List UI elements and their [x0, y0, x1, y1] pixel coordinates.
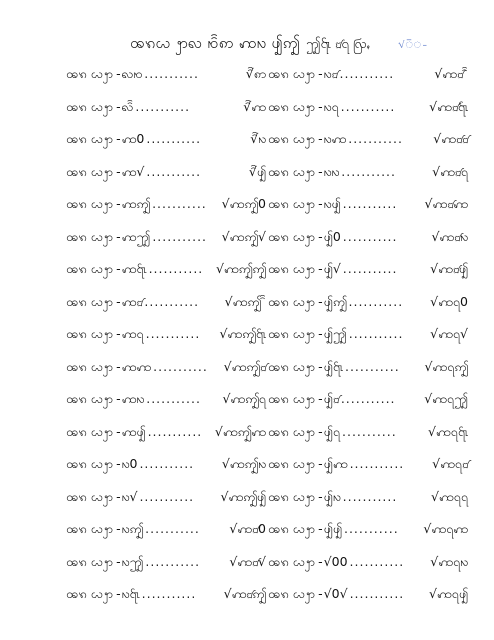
entry-label: ꩪꩫ ꩬꩭ — [268, 131, 316, 146]
entry-label: ꩪꩫ ꩬꩭ — [268, 196, 316, 211]
toc-entry[interactable] — [268, 456, 468, 489]
entry-page: √ꩰꩳ — [250, 131, 266, 146]
entry-dash: - — [116, 456, 121, 471]
entry-page: √ꩲ꩹ꩳ — [430, 553, 468, 569]
entry-dash: - — [318, 98, 323, 114]
document-title: ꩪꩫꩬ ꩭꩮ ꩯꩰꩱ ꩲꩳ ꩴꩵ — [130, 34, 300, 52]
entry-label: ꩪꩫ ꩬꩭ — [268, 228, 316, 244]
toc-entry[interactable] — [66, 99, 266, 132]
entry-dash: - — [318, 131, 323, 146]
toc-entry[interactable] — [66, 424, 266, 457]
entry-dash: - — [318, 456, 323, 471]
entry-page: √ꩲ꩸꩷ — [429, 98, 468, 114]
dot-leader: ........... — [342, 488, 398, 504]
entry-dash: - — [116, 66, 121, 81]
toc-column-right — [268, 66, 468, 619]
dot-leader: ........... — [349, 456, 405, 471]
dot-leader: ........... — [141, 586, 197, 601]
entry-page: √ꩲ꩹ꩴ — [428, 586, 468, 601]
entry-page: √ꩲ꩹ꩶ — [424, 391, 468, 406]
entry-dash: - — [318, 488, 323, 504]
toc-entry[interactable] — [66, 131, 266, 164]
entry-page: √ꩲꩵ꩸ — [223, 358, 266, 374]
entry-page: √ꩲ꩸0 — [229, 521, 266, 536]
page-number: √ꩼꩽ — [398, 37, 428, 52]
entry-number: ꩴ꩹ — [323, 423, 340, 439]
entry-number: ꩳ꩸ — [323, 66, 338, 81]
entry-page: √ꩰꩲ — [243, 98, 266, 114]
entry-number: ꩲꩵ — [121, 196, 151, 211]
toc-entry[interactable] — [66, 294, 266, 327]
entry-dash: - — [116, 163, 121, 179]
entry-dash: - — [116, 326, 121, 341]
dot-leader: ........... — [339, 66, 395, 81]
entry-page: √ꩲ꩹꩸ — [432, 456, 468, 471]
dot-leader: ........... — [340, 98, 396, 114]
toc-entry[interactable] — [66, 391, 266, 424]
entry-label: ꩪꩫ ꩬꩭ — [268, 391, 316, 406]
entry-page: √ꩲ꩸ꩵ — [223, 586, 266, 601]
dot-leader: ........... — [344, 358, 400, 374]
entry-page: √ꩲꩵ꩷ — [219, 326, 266, 341]
entry-label: ꩪꩫ ꩬꩭ — [66, 131, 114, 146]
toc-entry[interactable] — [268, 229, 468, 262]
dot-leader: ........... — [349, 553, 405, 569]
entry-label: ꩪꩫ ꩬꩭ — [66, 488, 114, 504]
entry-number: ꩳꩶ — [121, 553, 144, 569]
entry-label: ꩪꩫ ꩬꩭ — [66, 423, 114, 439]
toc-entry[interactable] — [66, 359, 266, 392]
entry-label: ꩪꩫ ꩬꩭ — [268, 66, 316, 81]
entry-label: ꩪꩫ ꩬꩭ — [268, 261, 316, 276]
toc-entry[interactable] — [66, 66, 266, 99]
entry-label: ꩪꩫ ꩬꩭ — [268, 553, 316, 569]
entry-dash: - — [116, 586, 121, 601]
entry-number: ꩳ꩹ — [323, 98, 339, 114]
toc-entry[interactable] — [66, 196, 266, 229]
entry-page: √ꩲꩵꩴ — [220, 488, 266, 504]
entry-dash: - — [116, 293, 121, 309]
dot-leader: ........... — [348, 293, 404, 309]
toc-entry[interactable] — [268, 521, 468, 554]
entry-label: ꩪꩫ ꩬꩭ — [268, 521, 316, 536]
entry-label: ꩪꩫ ꩬꩭ — [268, 326, 316, 341]
entry-number: ꩳꩲ — [323, 131, 347, 146]
entry-page: √ꩲꩵꩲ — [214, 423, 266, 439]
entry-dash: - — [116, 196, 121, 211]
entry-page: √ꩲ꩹ꩵ — [424, 358, 468, 374]
dot-leader: ........... — [349, 586, 405, 601]
dot-leader: ........... — [152, 228, 208, 244]
entry-number: ꩴꩶ — [323, 326, 347, 341]
entry-number: ꩲꩲ — [121, 358, 152, 374]
toc-entry[interactable] — [66, 326, 266, 359]
entry-dash: - — [116, 488, 121, 504]
entry-number: ꩲꩴ — [121, 423, 146, 439]
entry-dash: - — [116, 358, 121, 374]
entry-label: ꩪꩫ ꩬꩭ — [268, 98, 316, 114]
entry-page: √ꩲ꩸ꩳ — [431, 228, 468, 244]
toc-entry[interactable] — [268, 554, 468, 587]
toc-entry[interactable] — [66, 489, 266, 522]
entry-number: ꩲ꩹ — [121, 326, 144, 341]
entry-label: ꩪꩫ ꩬꩭ — [66, 261, 114, 276]
entry-label: ꩪꩫ ꩬꩭ — [268, 358, 316, 374]
toc-entry[interactable] — [66, 164, 266, 197]
entry-number: ꩴ꩷ — [323, 358, 343, 374]
dot-leader: ........... — [340, 391, 396, 406]
entry-page: √ꩰꩴ — [248, 163, 266, 179]
dot-leader: ........... — [146, 391, 201, 406]
entry-dash: - — [116, 553, 121, 569]
entry-number: ꩳꩵ — [121, 521, 144, 536]
toc-entry[interactable] — [268, 489, 468, 522]
dot-leader: ........... — [348, 131, 403, 146]
toc-entry[interactable] — [66, 229, 266, 262]
dot-leader: ........... — [145, 326, 201, 341]
dot-leader: ........... — [144, 66, 199, 81]
entry-label: ꩪꩫ ꩬꩭ — [66, 521, 114, 536]
entry-page: √ꩲ꩸꩹ — [432, 163, 468, 179]
toc-entry[interactable] — [268, 586, 468, 619]
entry-dash: - — [116, 98, 121, 114]
toc-entry[interactable] — [268, 66, 468, 99]
entry-page: √ꩲ꩹ꩲ — [423, 521, 468, 536]
entry-dash: - — [318, 521, 323, 536]
entry-number: ꩲ√ — [121, 163, 145, 179]
toc-entry[interactable] — [268, 196, 468, 229]
entry-dash: - — [318, 228, 323, 244]
entry-number: ꩴꩴ — [323, 521, 342, 536]
entry-page: √ꩲ꩸꩸ — [433, 131, 468, 146]
entry-dash: - — [116, 521, 121, 536]
entry-label: ꩪꩫ ꩬꩭ — [268, 293, 316, 309]
entry-page: √ꩲ꩹√ — [430, 326, 468, 341]
entry-label: ꩪꩫ ꩬꩭ — [66, 196, 114, 211]
entry-label: ꩪꩫ ꩬꩭ — [66, 358, 114, 374]
dot-leader: ........... — [139, 488, 195, 504]
entry-page: √ꩲꩵ√ — [221, 228, 266, 244]
entry-page: √ꩲ꩸ꩰ — [434, 66, 468, 81]
toc-entry[interactable] — [66, 456, 266, 489]
dot-leader: ........... — [342, 196, 398, 211]
entry-page: √ꩲ꩸ꩲ — [424, 196, 468, 211]
entry-page: √ꩲꩵꩵ — [215, 261, 266, 276]
entry-dash: - — [318, 358, 323, 374]
entry-number: ꩴꩲ — [323, 456, 348, 471]
entry-dash: - — [318, 293, 323, 309]
toc-entry[interactable] — [268, 359, 468, 392]
entry-dash: - — [318, 196, 323, 211]
entry-number: ꩲ꩷ — [121, 261, 147, 276]
entry-number: ꩴꩳ — [323, 488, 341, 504]
toc-entry[interactable] — [66, 586, 266, 619]
entry-number: ꩮꩰ — [121, 98, 134, 114]
entry-number: ꩳ0 — [121, 456, 138, 471]
entry-number: ꩲꩶ — [121, 228, 151, 244]
toc-entry[interactable] — [268, 99, 468, 132]
dot-leader: ........... — [146, 163, 202, 179]
entry-label: ꩪꩫ ꩬꩭ — [66, 586, 114, 601]
dot-leader: ........... — [144, 293, 200, 309]
toc-entry[interactable] — [268, 391, 468, 424]
toc-entry[interactable] — [268, 131, 468, 164]
entry-number: ꩲꩳ — [121, 391, 145, 406]
dot-leader: ........... — [135, 98, 191, 114]
dot-leader: ........... — [343, 521, 399, 536]
entry-number: ꩴ꩸ — [323, 391, 339, 406]
toc-entry[interactable] — [268, 424, 468, 457]
dot-leader: ........... — [148, 261, 204, 276]
entry-number: ꩳꩴ — [323, 196, 341, 211]
entry-dash: - — [116, 391, 121, 406]
entry-page: √ꩲꩵꩳ — [221, 456, 266, 471]
entry-page: √ꩲ꩹0 — [430, 293, 468, 309]
entry-number: √00 — [323, 553, 348, 569]
entry-label: ꩪꩫ ꩬꩭ — [66, 391, 114, 406]
entry-dash: - — [318, 261, 323, 276]
toc-entry[interactable] — [268, 294, 468, 327]
dot-leader: ........... — [153, 358, 208, 374]
entry-page: √ꩲꩵꩰ — [224, 293, 266, 309]
dot-leader: ........... — [145, 553, 201, 569]
entry-number: √0√ — [323, 586, 348, 601]
entry-page: √ꩲꩵ꩹ — [222, 391, 266, 406]
dot-leader: ........... — [342, 228, 398, 244]
entry-dash: - — [318, 66, 323, 81]
toc-column-left — [66, 66, 266, 619]
entry-label: ꩪꩫ ꩬꩭ — [66, 228, 114, 244]
entry-number: ꩳꩳ — [323, 163, 340, 179]
entry-page: √ꩲꩵ0 — [221, 196, 266, 211]
entry-dash: - — [116, 228, 121, 244]
dot-leader: ........... — [146, 131, 202, 146]
dot-leader: ........... — [342, 423, 397, 439]
toc-entry[interactable] — [66, 521, 266, 554]
entry-label: ꩪꩫ ꩬꩭ — [268, 163, 316, 179]
entry-label: ꩪꩫ ꩬꩭ — [66, 553, 114, 569]
entry-dash: - — [318, 553, 323, 569]
entry-number: ꩲ꩸ — [121, 293, 143, 309]
entry-dash: - — [318, 391, 323, 406]
entry-label: ꩪꩫ ꩬꩭ — [66, 326, 114, 341]
entry-number: ꩴ√ — [323, 261, 341, 276]
entry-number: ꩳ√ — [121, 488, 138, 504]
entry-label: ꩪꩫ ꩬꩭ — [268, 586, 316, 601]
entry-label: ꩪꩫ ꩬꩭ — [66, 98, 114, 114]
entry-page: √ꩲ꩹꩷ — [427, 423, 468, 439]
page-header — [0, 30, 494, 60]
entry-dash: - — [318, 423, 323, 439]
entry-dash: - — [318, 326, 323, 341]
entry-dash: - — [318, 586, 323, 601]
entry-page: √ꩲ꩹꩹ — [430, 488, 468, 504]
entry-label: ꩪꩫ ꩬꩭ — [268, 456, 316, 471]
entry-page: √ꩲ꩸√ — [229, 553, 266, 569]
entry-dash: - — [318, 163, 323, 179]
entry-dash: - — [116, 131, 121, 146]
dot-leader: ........... — [152, 196, 207, 211]
entry-page: √ꩲ꩸ꩴ — [430, 261, 468, 276]
toc-entry[interactable] — [268, 326, 468, 359]
entry-number: ꩮꩯ — [121, 66, 143, 81]
dot-leader: ........... — [145, 521, 200, 536]
entry-number: ꩳ꩷ — [121, 586, 140, 601]
dot-leader: ........... — [341, 163, 397, 179]
dot-leader: ........... — [147, 423, 203, 439]
toc-entry[interactable] — [66, 554, 266, 587]
entry-number: ꩴ0 — [323, 228, 341, 244]
entry-dash: - — [116, 261, 121, 276]
page-label: ꩶ꩷ ꩸꩹ ꩺꩻ — [306, 37, 371, 52]
entry-label: ꩪꩫ ꩬꩭ — [268, 423, 316, 439]
toc-entry[interactable] — [268, 261, 468, 294]
entry-label: ꩪꩫ ꩬꩭ — [66, 456, 114, 471]
dot-leader: ........... — [348, 326, 404, 341]
entry-label: ꩪꩫ ꩬꩭ — [66, 66, 114, 81]
entry-page: √ꩰꩱ — [245, 66, 266, 81]
entry-number: ꩲ0 — [121, 131, 145, 146]
entry-dash: - — [116, 423, 121, 439]
toc-entry[interactable] — [268, 164, 468, 197]
entry-label: ꩪꩫ ꩬꩭ — [66, 293, 114, 309]
dot-leader: ........... — [139, 456, 195, 471]
dot-leader: ........... — [342, 261, 398, 276]
toc-entry[interactable] — [66, 261, 266, 294]
entry-label: ꩪꩫ ꩬꩭ — [268, 488, 316, 504]
entry-number: ꩴꩵ — [323, 293, 347, 309]
entry-label: ꩪꩫ ꩬꩭ — [66, 163, 114, 179]
